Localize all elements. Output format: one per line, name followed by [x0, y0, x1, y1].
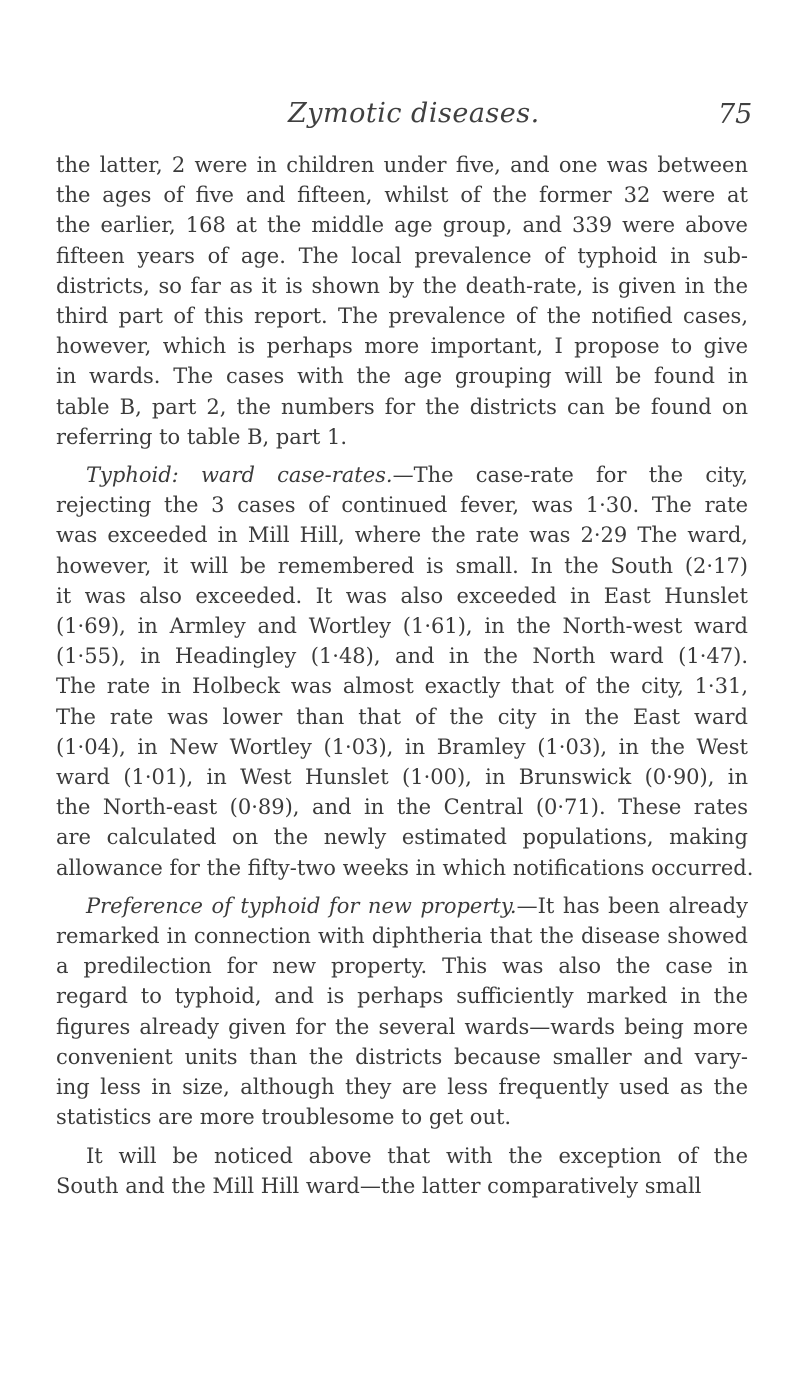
text-line: the ages of five and fifteen, whilst of the former 32 were at: [56, 183, 748, 208]
text-line: the earlier, 168 at the middle age group, and 339 were above: [56, 213, 748, 238]
text-run: The case-rate for the city,: [413, 463, 748, 488]
text-line: referring to table B, part 1.: [56, 424, 348, 449]
page-number: 75: [718, 99, 753, 130]
text-line: districts, so far as it is shown by the death-rate, is given in the: [56, 273, 748, 298]
text-line: regard to typhoid, and is perhaps sufficiently marked in the: [56, 984, 748, 1009]
text-line: however, which is perhaps more important, I propose to give: [56, 334, 748, 359]
text-line: the latter, 2 were in children under five, and one was between: [56, 153, 748, 177]
text-line: figures already given for the several wards—wards being more: [56, 1014, 748, 1039]
text-run: It has been already: [537, 893, 748, 918]
text-line: (1·69), in Armley and Wortley (1·61), in the North-west ward: [56, 614, 748, 639]
text-line: The rate was lower than that of the city in the East ward: [56, 704, 748, 729]
text-line: allowance for the fifty-two weeks in which notifications occurred.: [56, 855, 754, 880]
text-line: South and the Mill Hill ward—the latter comparatively small: [56, 1173, 702, 1198]
text-line: a predilection for new property. This was also the case in: [56, 954, 748, 979]
section-heading: Preference of typhoid for new property.: [86, 893, 517, 918]
text-line: the North-east (0·89), and in the Central (0·71). These rates: [56, 795, 748, 820]
body-text: [56, 150, 754, 1201]
heading-dash: —: [516, 893, 538, 918]
text-line: in wards. The cases with the age grouping will be found in: [56, 364, 748, 389]
text-line: convenient units than the districts because smaller and vary-: [56, 1044, 748, 1069]
paragraph-new-property: [56, 891, 748, 1133]
paragraph-ward-case-rates: [56, 460, 754, 883]
heading-dash: —: [392, 463, 414, 488]
text-line: (1·04), in New Wortley (1·03), in Bramley (1·03), in the West: [56, 734, 748, 759]
paragraph-exception: [56, 1141, 748, 1201]
text-line: was exceeded in Mill Hill, where the rate was 2·29 The ward,: [56, 523, 748, 548]
page-header: [0, 98, 800, 138]
text-line: statistics are more troublesome to get out.: [56, 1105, 512, 1130]
text-line: table B, part 2, the numbers for the districts can be found on: [56, 394, 748, 419]
text-line: third part of this report. The prevalence of the notified cases,: [56, 304, 748, 329]
text-line: ward (1·01), in West Hunslet (1·00), in Brunswick (0·90), in: [56, 765, 748, 790]
text-line: [56, 891, 748, 921]
running-title: Zymotic diseases.: [288, 98, 540, 129]
text-line: [56, 460, 748, 490]
text-line: ing less in size, although they are less frequently used as the: [56, 1075, 748, 1100]
section-heading: Typhoid: ward case-rates.: [86, 463, 393, 488]
text-line: It will be noticed above that with the exception of the: [86, 1143, 748, 1168]
text-line: it was also exceeded. It was also exceeded in East Hunslet: [56, 583, 748, 608]
paragraph-age-groups: [56, 150, 748, 452]
text-line: remarked in connection with diphtheria that the disease showed: [56, 924, 748, 949]
text-line: rejecting the 3 cases of continued fever, was 1·30. The rate: [56, 493, 748, 518]
text-line: (1·55), in Headingley (1·48), and in the North ward (1·47).: [56, 644, 748, 669]
text-line: however, it will be remembered is small. In the South (2·17): [56, 553, 748, 578]
text-line: The rate in Holbeck was almost exactly that of the city, 1·31,: [56, 674, 748, 699]
text-line: are calculated on the newly estimated populations, making: [56, 825, 748, 850]
text-line: fifteen years of age. The local prevalence of typhoid in sub-: [56, 243, 748, 268]
